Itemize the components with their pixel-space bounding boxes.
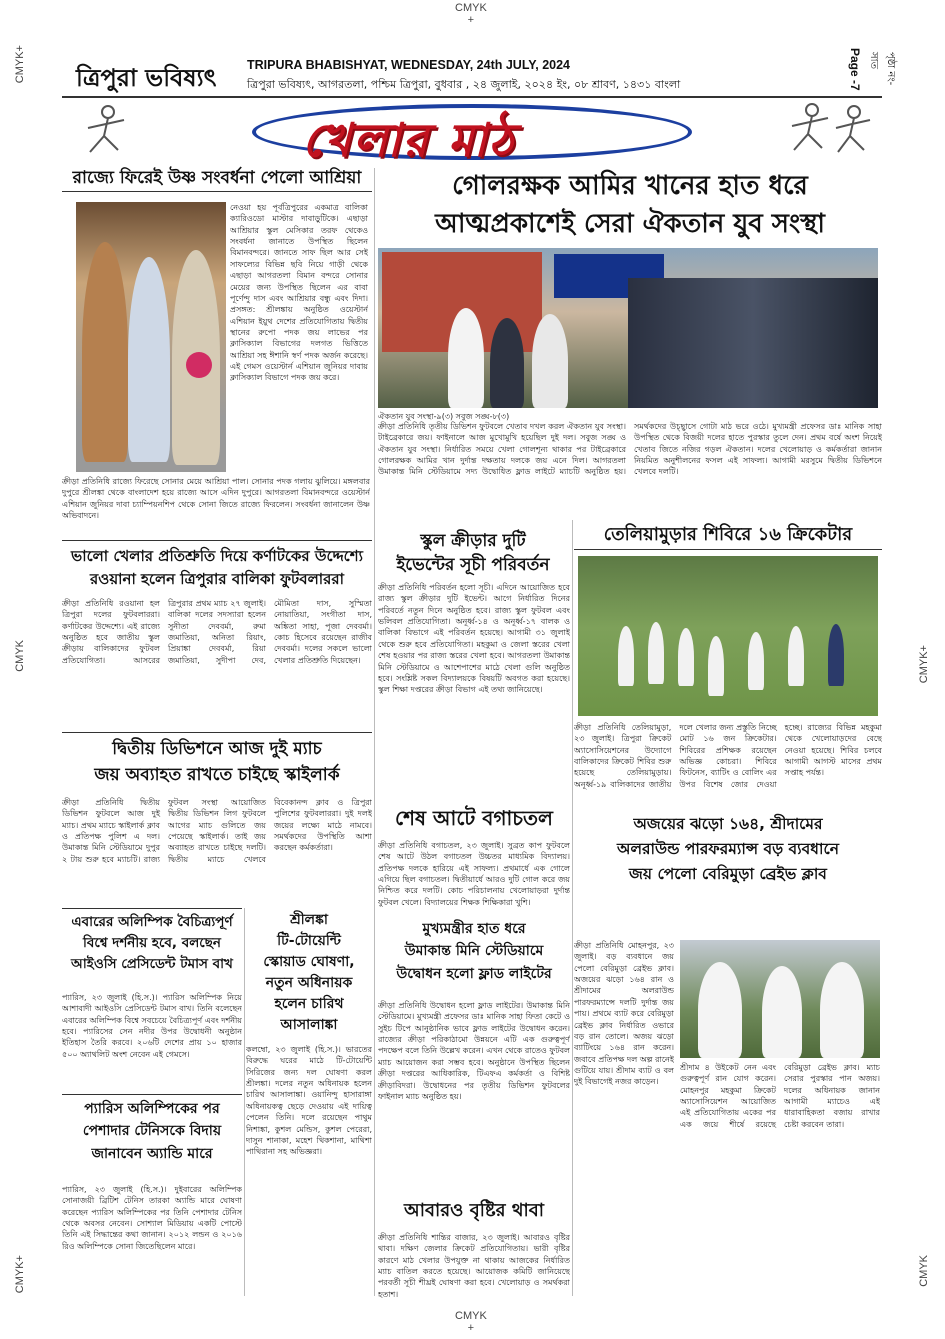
registration-mark-right-mid: CMYK+ (918, 645, 930, 684)
division2-headline-line1: দ্বিতীয় ডিভিশনে আজ দুই ম্যাচ (112, 739, 322, 759)
main-headline (378, 168, 882, 243)
teliamura-body: ক্রীড়া প্রতিনিধি তেলিয়ামুড়া, ২৩ জুলাই। ত্রিপুরা ক্রিকেট অ্যাসোসিয়েশনের উদ্যোগে বালিকাদের ক্রিকেট শিবির শুরু হয়েছে তেলিয়ামুড়ায়। অনূর্ধ্ব-১৯ বালিকাদের জাতীয় দলে খেলার জন্য প্রস্তুতি নিচ্ছে মোট ১৬ জন ক্রিকেটার। শিবিরের প্রশিক্ষক রয়েছেন অভিজ্ঞ কোচরা। শিবিরে ফিটনেস, ব্যাটিং ও বোলিং এর উপর বিশেষ জোর দেওয়া হচ্ছে। রাজ্যের বিভিন্ন মহকুমা থেকে খেলোয়াড়দের বেছে নেওয়া হয়েছে। শিবির চলবে আগামী আগস্ট মাসের প্রথম সপ্তাহ পর্যন্ত। (574, 723, 882, 789)
teliamura-photo (578, 556, 878, 716)
murray-headline (62, 1098, 242, 1165)
ashriya-headline: রাজ্যে ফিরেই উষ্ণ সংবর্ধনা পেলো আশ্রিয়া (62, 168, 372, 192)
floodlight-body: ক্রীড়া প্রতিনিধি উদ্বোধন হলো ফ্লাড লাইটের। উমাকান্ত মিনি স্টেডিয়ামে। মুখ্যমন্ত্রী প্রফেসর ডাঃ মানিক সাহা ফিতা কেটে ও সুইচ টিপে আনুষ্ঠানিক ভাবে ফ্লাড লাইটের উদ্বোধন করেন। রাজ্যের ক্রীড়া পরিকাঠামো উন্নয়নে এটি এক গুরুত্বপূর্ণ পদক্ষেপ বলে তিনি উল্লেখ করেন। এখন থেকে রাতেও ফুটবল ম্যাচ আয়োজন করা সম্ভব হবে। অনুষ্ঠানে উপস্থিত ছিলেন ক্রীড়া দপ্তরের আধিকারিক, টিএফএ কর্মকর্তা ও বিশিষ্ট ক্রীড়াবিদরা। উদ্বোধনের পর তৃতীয় ডিভিশন ফুটবলের ফাইনাল ম্যাচ অনুষ্ঠিত হয়। (378, 1001, 570, 1101)
page-number-bengali: পৃষ্ঠা নং- সাত (868, 52, 896, 86)
divider (62, 732, 372, 733)
school-sports-headline (378, 530, 568, 578)
main-photo (378, 248, 878, 408)
ashriya-body: নেওয়া হয় পূর্বত্রিপুরের একমাত্র বালিকা ক্যারিওডো মাস্টার দাবাড়ুটিকে। এছাড়া আশ্রিয়ার স্কুল মেসিকার তরফ থেকেও সংবর্ধনা জানাতে উপস্থিত ছিলেন বিমানবন্দরে। জানতে সাফ ছিল আর সেই সাফল্যের বিভিন্ন ছবি নিয়ে গাড়ী থেকে এছাড়া আগরতলা বিমান বন্দরে সোনার মেয়ের জন্য উপস্থিত ছিলেন এর বাবা পূর্ণেন্দু দাস এবং আশ্রিয়ার বন্ধু এবং দিদা। প্রসঙ্গত: শ্রীলঙ্কায় অনুষ্ঠিত ওয়েস্টার্ন এশিয়ান ইয়ুথ দেশের প্রতিযোগিতায় দ্বিতীয় স্থানের রুপো পদক জয় লাভের পর ক্লাসিক্যাল বিভাগের দলগত ভিত্তিতে আশ্রিয়া সহ ঈশানি স্বর্ণ পদক অর্জন করেছে। এই গেমস ওয়েস্টার্ন এশিয়ান জুনিয়র দাবায় ক্লাসিক্যাল বিভাগে পদক জয় করে। (230, 203, 368, 383)
ashriya-photo (76, 202, 226, 472)
bagachatal-headline: শেষ আটে বগাচতল (395, 806, 553, 830)
teliamura-headline: তেলিয়ামুড়ার শিবিরে ১৬ ক্রিকেটার (574, 524, 882, 550)
srilanka-headline (246, 910, 372, 1036)
ashriya-caption-text: ক্রীড়া প্রতিনিধি রাজ্যে ফিরেছে সোনার মেয়ে আশ্রিয়া পাল। সোনার পদক গলায় ঝুলিয়ে। মঙ্গলবার দুপুরে শ্রীলঙ্কা থেকে বাংলাদেশ হয়ে রাজ্যে আসে এদিন দুপুরে। আগরতলা বিমানবন্দরে ওয়েস্টার্ন এশিয়ান জুনিয়র দাবা চ্যাম্পিয়নশিপ থেকে সোনা জিতে রাজ্যে ফিরলেন। সংবর্ধনা জানালেন উষ্ণ অভিবাদনে। (62, 477, 370, 521)
srilanka-headline-line3: স্কোয়াড ঘোষণা, (263, 954, 355, 970)
column-rule (244, 908, 245, 1296)
murray-body: প্যারিস, ২৩ জুলাই (হি.স.)। দুইবারের অলিম্পিক সোনাজয়ী ব্রিটিশ টেনিস তারকা অ্যান্ডি মারে ঘোষণা করেছেন প্যারিস অলিম্পিকের পর তিনি পেশাদার টেনিস থেকে অবসর নেবেন। সোশ্যাল মিডিয়ায় একটি পোস্টে তিনি এই সিদ্ধান্তের কথা জানান। ২০১২ লন্ডন ও ২০১৬ রিও অলিম্পিকে সোনা জিতেছিলেন মারে। (62, 1185, 242, 1251)
runner-illustration-icon (68, 102, 148, 160)
divider (62, 908, 242, 909)
main-body: ক্রীড়া প্রতিনিধি তৃতীয় ডিভিশন ফুটবলে খেতাব দখল করল ঐকতান যুব সংস্থা। টাইব্রেকারে জয়। ফাইনালে আজ মুখোমুখি হয়েছিল দুই দল। সবুজ সঙ্ঘ ও ঐকতান যুব সংস্থা। নির্ধারিত সময়ে খেলা গোলশূন্য থাকার পর টাইব্রেকারে গোলরক্ষক আমির খান দুর্দান্ত দক্ষতায় দলকে জয় এনে দিল। আগরতলা উমাকান্ত মিনি স্টেডিয়ামে সদ্য উদ্বোধিত ফ্লাড লাইটে ম্যাচটি অনুষ্ঠিত হয়। সমর্থকদের উচ্ছ্বাসে গোটা মাঠ ভরে ওঠে। মুখ্যমন্ত্রী প্রফেসর ডাঃ মানিক সাহা উপস্থিত থেকে বিজয়ী দলের হাতে পুরস্কার তুলে দেন। প্রথম বর্ষে অংশ নিয়েই খেতাব জিতে নজির গড়ল ঐকতান। দলের খেলোয়াড় ও কর্মকর্তারা জানান নিয়মিত অনুশীলনের ফসল এই সাফল্য। আগামী মরসুমে দ্বিতীয় ডিভিশনে খেলবে দলটি। (378, 422, 882, 477)
murray-headline-line1: প্যারিস অলিম্পিকের পর (84, 1101, 220, 1117)
registration-mark-left-upper: CMYK+ (14, 45, 26, 84)
section-title: খেলার মাঠ (302, 113, 516, 167)
olympic-body: প্যারিস, ২৩ জুলাই (হি.স.)। প্যারিস অলিম্পিক নিয়ে আশাবাদী আইওসি প্রেসিডেন্ট টমাস বাখ। তিনি বলেছেন এবারের অলিম্পিক বিশ্বে সবচেয়ে বৈচিত্র্যপূর্ণ এবং দর্শনীয় হবে। প্যারিসের সেন নদীর উপর উদ্বোধনী অনুষ্ঠান ইতিহাস তৈরি করবে। ২০৬টি দেশের প্রায় ১০ হাজার ৫০০ অ্যাথলিট অংশ নেবেন এই গেমসে। (62, 993, 242, 1059)
floodlight-headline-line2: উমাকান্ত মিনি স্টেডিয়ামে (404, 943, 544, 960)
olympic-headline-line2: বিশ্বে দর্শনীয় হবে, বলছেন (83, 934, 221, 951)
registration-mark-top: CMYK + (455, 2, 487, 26)
berimura-headline-line3: জয় পেলো বেরিমুড়া ব্রেইভ ক্লাব (629, 864, 827, 883)
main-headline-line1: গোলরক্ষক আমির খানের হাত ধরে (452, 171, 808, 201)
rain-headline: আবারও বৃষ্টির থাবা (404, 1200, 544, 1221)
divider (62, 540, 372, 541)
srilanka-headline-line6: আসালাঙ্কা (280, 1017, 338, 1033)
divider (62, 1094, 242, 1095)
school-sports-headline-line2: ইভেন্টের সূচী পরিবর্তন (396, 554, 550, 575)
girls-karnataka-headline-line1: ভালো খেলার প্রতিশ্রুতি দিয়ে কর্ণাটকের উদ্দেশ্যে (71, 547, 363, 565)
registration-mark-bottom: CMYK + (455, 1310, 487, 1334)
berimura-body-left: ক্রীড়া প্রতিনিধি মোহনপুর, ২৩ জুলাই। বড় ব্যবধানে জয় পেলো বেরিমুড়া ব্রেইভ ক্লাব। অজয়ের ঝড়ো ১৬৪ রান ও শ্রীদামের অলরাউন্ড পারফরম্যান্সে দলটি দুর্দান্ত জয় পায়। প্রথমে ব্যাট করে বেরিমুড়া ব্রেইভ ক্লাব নির্ধারিত ওভারে বড় রান তোলে। অজয় ঝড়ো ব্যাটিংয়ে ১৬৪ রান করেন। জবাবে প্রতিপক্ষ দল অল্প রানেই গুটিয়ে যায়। শ্রীদাম ব্যাট ও বল দুই বিভাগেই নজর কাড়েন। (574, 941, 674, 1087)
registration-mark-right-lower: CMYK (918, 1255, 930, 1287)
berimura-headline-line1: অজয়ের ঝড়ো ১৬৪, শ্রীদামের (633, 815, 823, 833)
murray-headline-line3: জানাবেন অ্যান্ডি মারে (91, 1145, 213, 1162)
girls-karnataka-body: ক্রীড়া প্রতিনিধি রওয়ানা হল ত্রিপুরা দলের ফুটবলাররা। কর্ণাটকের উদ্দেশ্যে। এই রাজ্যে অনুষ্ঠিত হবে জাতীয় স্কুল ক্রীড়ায় বালিকাদের ফুটবল প্রতিযোগিতা। আসরের ত্রিপুরার প্রথম ম্যাচ ২৭ জুলাই। বালিকা দলের সদস্যারা হলেন সুনীতা দেববর্মা, রুমা জমাতিয়া, অনিতা রিয়াং, প্রিয়াঙ্কা দেববর্মা, রিয়া জমাতিয়া, সুদীপা দেব, মৌমিতা দাস, সুস্মিতা নোয়াতিয়া, সংগীতা দাস, অঙ্কিতা সাহা, পূজা দেববর্মা। কোচ হিসেবে রয়েছেন রাজীব দেববর্মা। দলের সকলে ভালো খেলার প্রতিশ্রুতি দিয়েছেন। (62, 599, 372, 665)
srilanka-headline-line2: টি-টোয়েন্টি (277, 933, 341, 949)
floodlight-headline (378, 918, 570, 985)
berimura-photo (680, 940, 880, 1058)
floodlight-headline-line1: মুখ্যমন্ত্রীর হাত ধরে (422, 921, 526, 937)
division2-headline (62, 736, 372, 789)
berimura-body-right: শ্রীদাম ৪ উইকেট নেন এবং গুরুত্বপূর্ণ রান যোগ করেন। মোহনপুর মহকুমা ক্রিকেট অ্যাসোসিয়েশন আয়োজিত এই প্রতিযোগিতায় একের পর এক জয়ে শীর্ষে রয়েছে বেরিমুড়া ব্রেইভ ক্লাব। ম্যাচ সেরার পুরস্কার পান অজয়। দলের অধিনায়ক জানান আগামী ম্যাচেও এই ধারাবাহিকতা বজায় রাখার চেষ্টা করবেন তারা। (680, 1063, 880, 1129)
murray-headline-line2: পেশাদার টেনিসকে বিদায় (82, 1123, 222, 1140)
page-number: Page -7 (848, 48, 862, 91)
dateline-english: TRIPURA BHABISHYAT, WEDNESDAY, 24th JULY, 2024 (247, 58, 571, 72)
division2-body: ক্রীড়া প্রতিনিধি দ্বিতীয় ডিভিশন ফুটবলে আজ দুই ম্যাচ। প্রথম ম্যাচে স্কাইলার্ক ক্লাব ও প্রতিপক্ষ পুলিশ এ দল। উমাকান্ত মিনি স্টেডিয়ামে দুপুর ২ টায় শুরু হবে ম্যাচটি। রাজ্য ফুটবল সংস্থা আয়োজিত দ্বিতীয় ডিভিশন লিগ ফুটবলে আগের ম্যাচ গুলিতে জয় পেয়েছে স্কাইলার্ক। তাই জয় অব্যাহত রাখতে চাইছে দলটি। দ্বিতীয় ম্যাচে খেলবে বিবেকানন্দ ক্লাব ও ত্রিপুরা পুলিশের ফুটবলাররা। দুই দলই জয়ের লক্ষ্যে মাঠে নামবে। সমর্থকদের উপস্থিতি আশা করছেন কর্মকর্তারা। (62, 798, 372, 864)
rain-body: ক্রীড়া প্রতিনিধি শান্তির বাজার, ২৩ জুলাই। আবারও বৃষ্টির থাবা। দক্ষিণ জেলার ক্রিকেট প্রতিযোগিতায়। ভারী বৃষ্টির কারণে মাঠ খেলার উপযুক্ত না থাকায় আজকের নির্ধারিত ম্যাচ বাতিল করতে হয়েছে। আয়োজক কমিটি জানিয়েছে পরবর্তী সূচী শীঘ্রই ঘোষণা করা হবে। খেলোয়াড় ও সমর্থকরা হতাশ। (378, 1233, 570, 1298)
column-rule (374, 168, 375, 1296)
floodlight-headline-line3: উদ্বোধন হলো ফ্লাড লাইটের (396, 965, 552, 982)
berimura-headline-line2: অলরাউন্ড পারফরম্যান্স বড় ব্যবধানে (617, 839, 839, 858)
masthead (62, 38, 896, 98)
girls-karnataka-headline-line2: রওয়ানা হলেন ত্রিপুরার বালিকা ফুটবলাররা (90, 570, 344, 589)
srilanka-headline-line5: হলেন চারিথ (274, 996, 344, 1012)
srilanka-headline-line1: শ্রীলঙ্কা (290, 912, 328, 928)
girls-karnataka-headline (62, 545, 372, 592)
section-banner (62, 100, 882, 167)
olympic-headline-line3: আইওসি প্রেসিডেন্ট টমাস বাখ (71, 955, 233, 972)
registration-mark-left-lower: CMYK+ (14, 1255, 26, 1294)
paper-name: ত্রিপুরা ভবিষ্যৎ (76, 64, 217, 92)
division2-headline-line2: জয় অব্যাহত রাখতে চাইছে স্কাইলার্ক (94, 765, 340, 786)
school-sports-headline-line1: স্কুল ক্রীড়ার দুটি (420, 531, 526, 551)
runners-illustration-icon (782, 100, 882, 160)
main-photo-caption: ঐকতান যুব সংস্থা-৯(৩) সবুজ সঙ্ঘ-৮(৩) (378, 412, 510, 421)
main-headline-line2: আত্মপ্রকাশেই সেরা ঐকতান যুব সংস্থা (435, 208, 825, 239)
srilanka-body: কলম্বো, ২৩ জুলাই (হি.স.)। ভারতের বিরুদ্ধে ঘরের মাঠে টি-টোয়েন্টি সিরিজের জন্য দল ঘোষণা করল শ্রীলঙ্কা। দলের নতুন অধিনায়ক হলেন চারিথ আসালাঙ্কা। ওয়ানিন্দু হাসারাঙ্গা অধিনায়কত্ব ছেড়ে দেওয়ায় এই দায়িত্ব পেলেন তিনি। দলে রয়েছেন পাথুম নিশাঙ্কা, কুশল মেন্ডিস, কুশল পেরেরা, দাসুন শানাকা, মহেশ থিকশানা, মাথিশা পাথিরানা সহ অভিজ্ঞরা। (246, 1045, 372, 1157)
olympic-headline (62, 912, 242, 975)
registration-mark-left-mid: CMYK (14, 640, 26, 672)
column-rule (572, 520, 573, 1296)
dateline-bengali: ত্রিপুরা ভবিষ্যৎ, আগরতলা, পশ্চিম ত্রিপুরা, বুধবার , ২৪ জুলাই, ২০২৪ ইং, ০৮ শ্রাবণ, ১৪৩১ বাংলা (247, 78, 681, 91)
olympic-headline-line1: এবারের অলিম্পিক বৈচিত্র্যপূর্ণ (71, 914, 233, 930)
srilanka-headline-line4: নতুন অধিনায়ক (265, 975, 353, 991)
berimura-headline (574, 812, 882, 886)
school-sports-body: ক্রীড়া প্রতিনিধি পরিবর্তন হলো সূচী। এদিনে আয়োজিত হবে রাজ্য স্কুল ক্রীড়ার দুটি ইভেন্ট। আগে নির্ধারিত দিনের পরিবর্তে নতুন দিনে অনুষ্ঠিত হবে। রাজ্য স্কুল ফুটবল এবং ভলিবল প্রতিযোগিতা। অনূর্ধ্ব-১৪ ও অনূর্ধ্ব-১৭ বালক ও বালিকা বিভাগে এই পরিবর্তন হয়েছে। আগামী ৩১ জুলাই থেকে শুরু হবে প্রতিযোগিতা। মহকুমা ও জেলা স্তরের খেলা শেষ হওয়ার পর রাজ্য স্তরের খেলা হবে। আগরতলা উমাকান্ত মিনি স্টেডিয়ামে ও আশেপাশের মাঠে খেলা গুলি অনুষ্ঠিত হবে। সংশ্লিষ্ট সকল বিদ্যালয়কে বিষয়টি অবগত করা হয়েছে। স্কুল শিক্ষা দপ্তরের ক্রীড়া বিভাগ এই তথ্য জানিয়েছে। (378, 583, 570, 695)
bagachatal-body: ক্রীড়া প্রতিনিধি বগাচতল, ২৩ জুলাই। সুব্রত কাপ ফুটবলে শেষ আটে উঠল বগাচতল উচ্চতর মাধ্যমিক বিদ্যালয়। প্রতিপক্ষ দলকে হারিয়ে এই সাফল্য। প্রথমার্ধে এক গোলে এগিয়ে ছিল বগাচতল। দ্বিতীয়ার্ধে আরও দুটি গোল করে জয় নিশ্চিত করে দলটি। কোচ পরিচালনায় খেলোয়াড়রা দুর্দান্ত ফুটবল খেলে। বিদ্যালয়ের শিক্ষক শিক্ষিকারা খুশি। (378, 841, 570, 907)
